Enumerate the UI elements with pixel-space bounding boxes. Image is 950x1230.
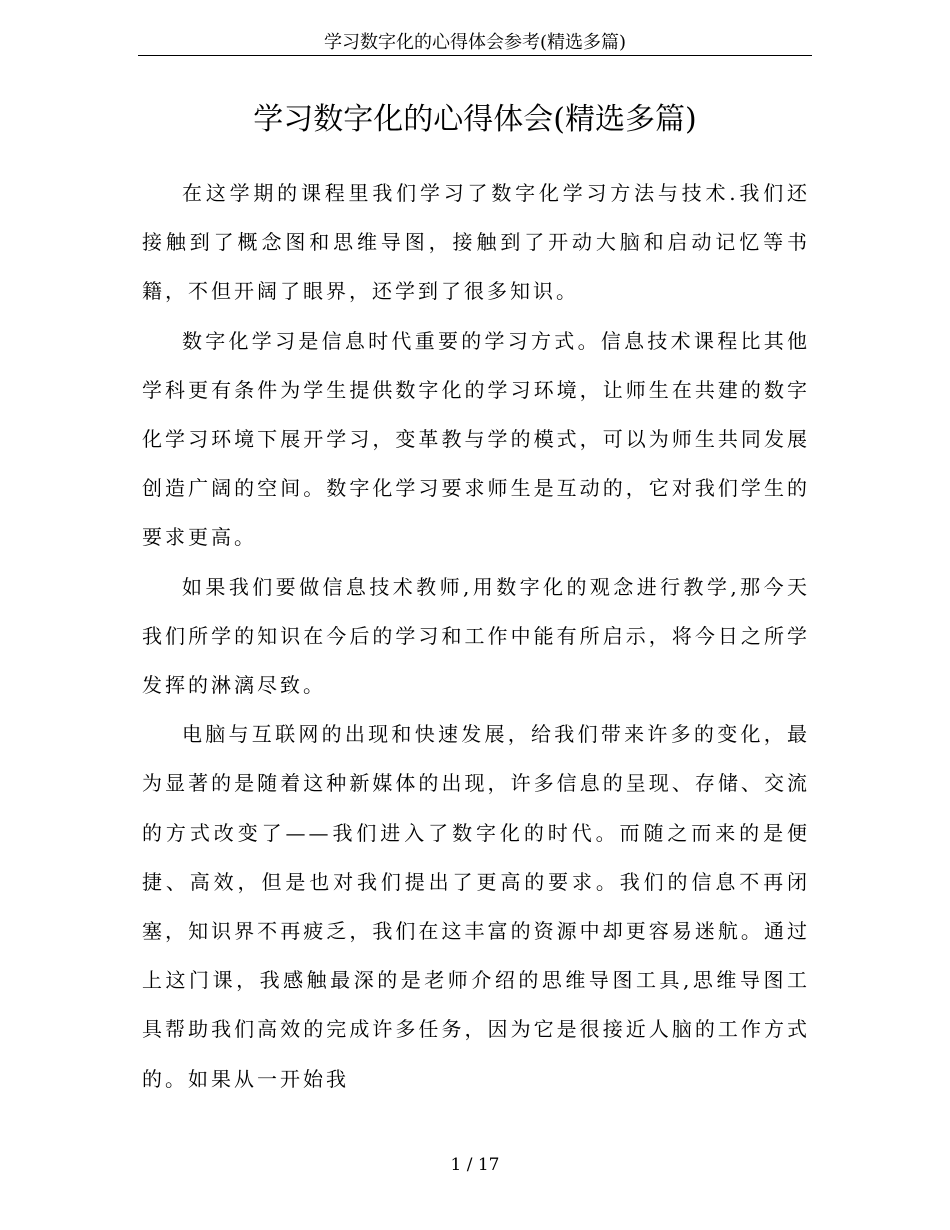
paragraph-4: 电脑与互联网的出现和快速发展，给我们带来许多的变化，最为显著的是随着这种新媒体的出现，许多信息的呈现、存储、交流的方式改变了——我们进入了数字化的时代。而随之而来的是便捷、高效，但是也对我们提出了更高的要求。我们的信息不再闭塞，知识界不再疲乏，我们在这丰富的资源中却更容易迷航。通过上这门课，我感触最深的是老师介绍的思维导图工具,思维导图工具帮助我们高效的完成许多任务，因为它是很接近人脑的工作方式的。如果从一开始我 [142,722,810,1091]
paragraph-1: 在这学期的课程里我们学习了数字化学习方法与技术.我们还接触到了概念图和思维导图，接触到了开动大脑和启动记忆等书籍，不但开阔了眼界，还学到了很多知识。 [142,181,810,304]
document-title: 学习数字化的心得体会(精选多篇) [253,102,697,137]
document-body [142,169,810,1104]
running-header: 学习数字化的心得体会参考(精选多篇) [323,32,627,53]
header-divider [138,55,812,56]
paragraph-2: 数字化学习是信息时代重要的学习方式。信息技术课程比其他学科更有条件为学生提供数字化的学习环境，让师生在共建的数字化学习环境下展开学习，变革教与学的模式，可以为师生共同发展创造广阔的空间。数字化学习要求师生是互动的，它对我们学生的要求更高。 [142,328,810,550]
paragraph-3: 如果我们要做信息技术教师,用数字化的观念进行教学,那今天我们所学的知识在今后的学习和工作中能有所启示，将今日之所学发挥的淋漓尽致。 [142,574,810,698]
page-number: 1 / 17 [450,1155,500,1175]
